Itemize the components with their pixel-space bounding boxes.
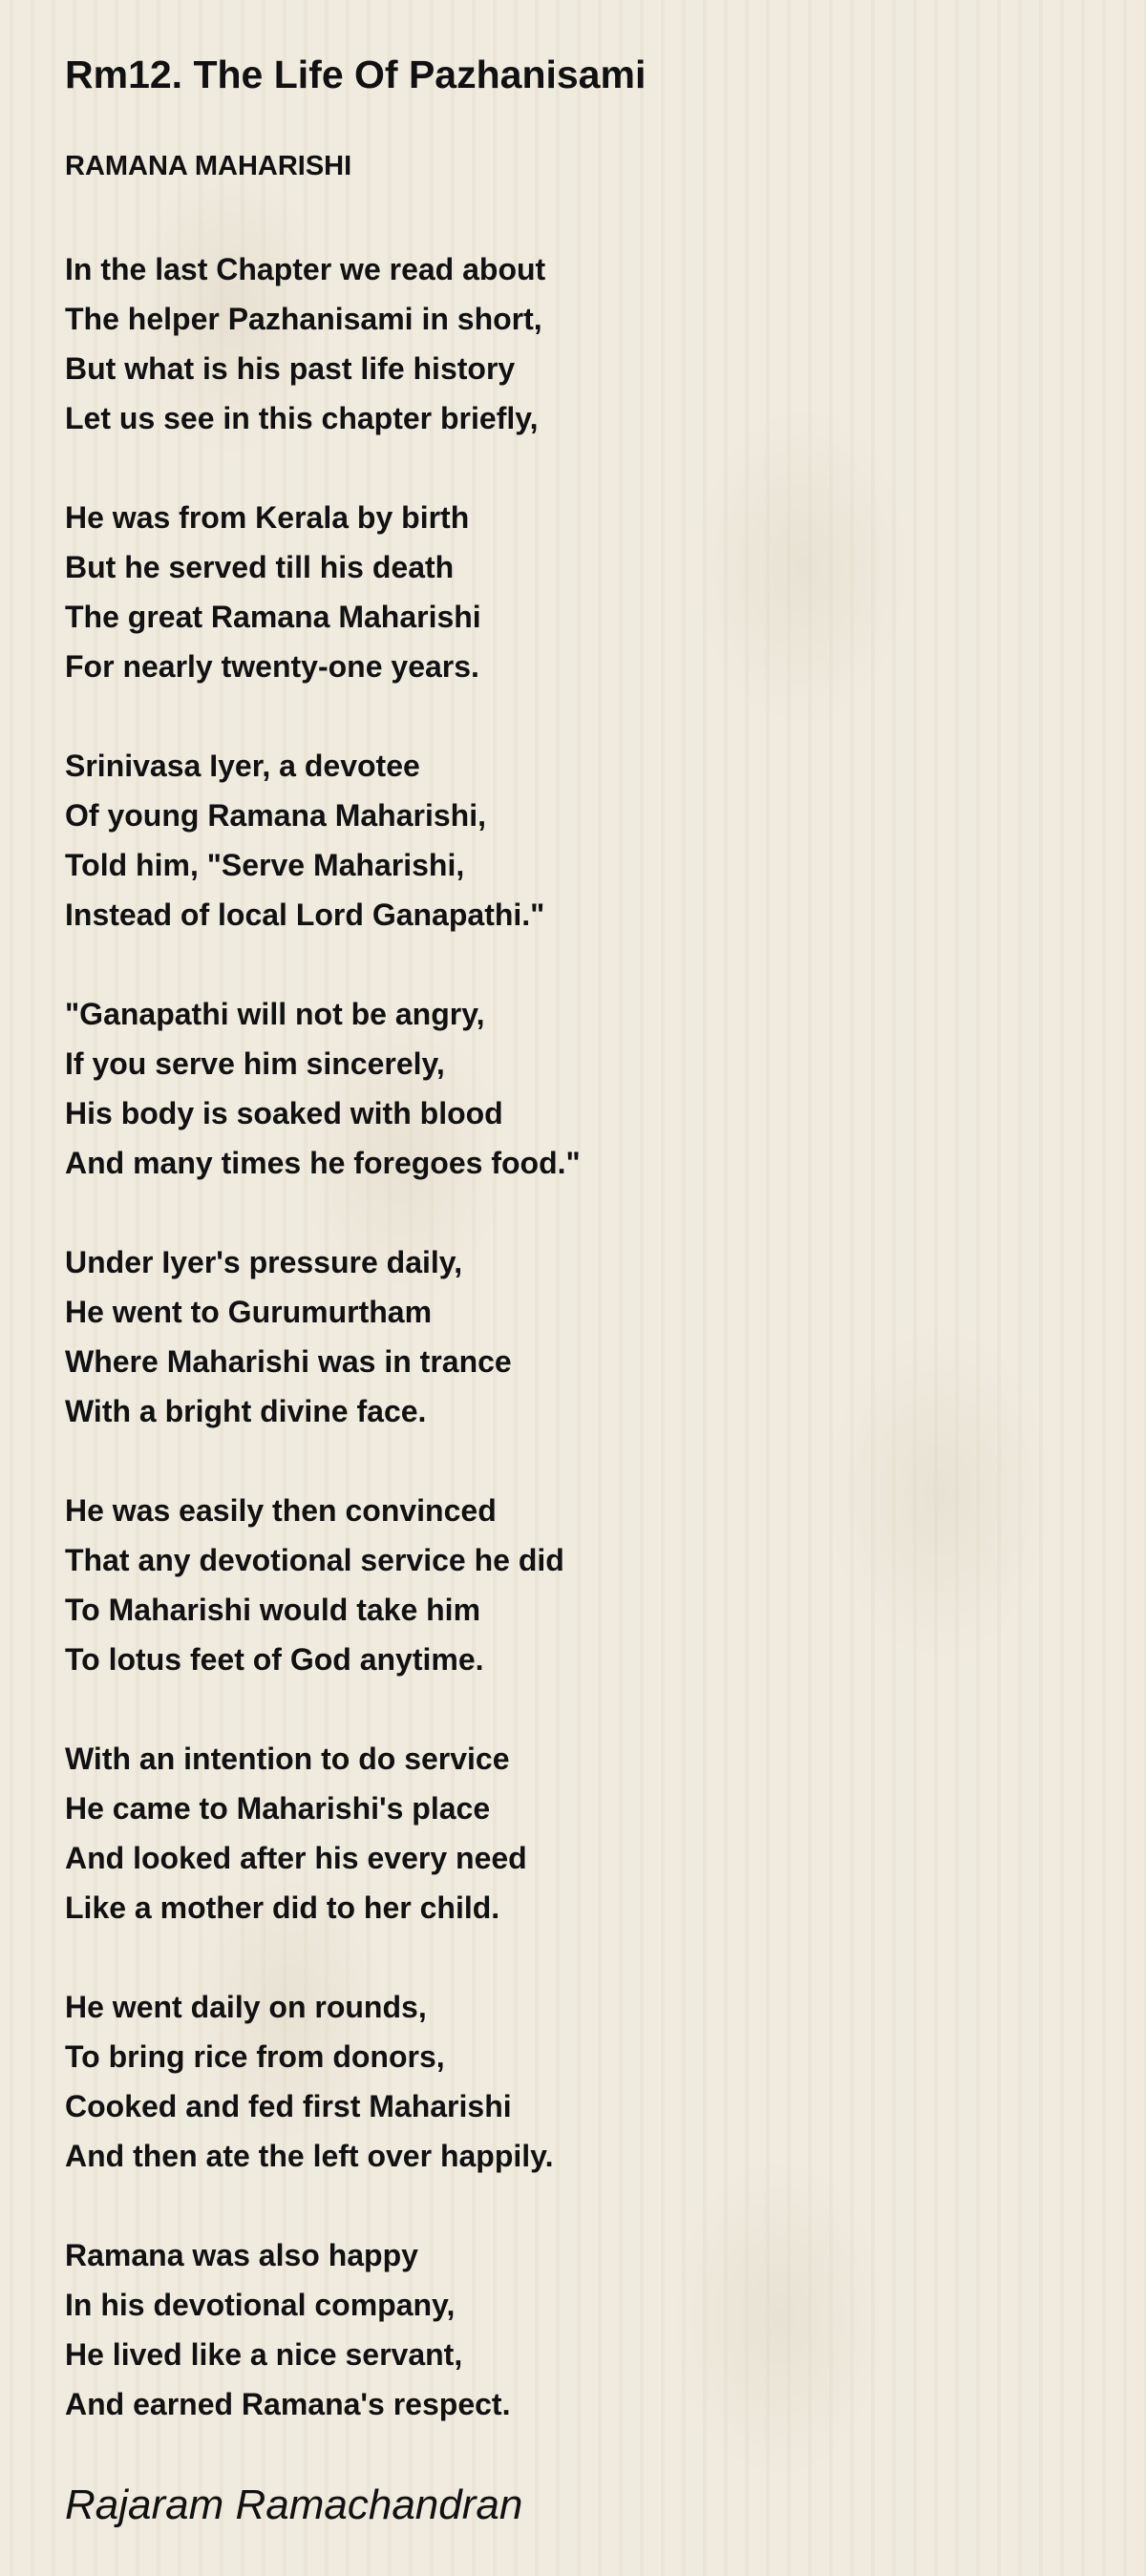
poem-line: Instead of local Lord Ganapathi." — [65, 897, 545, 932]
stanza — [65, 493, 581, 741]
poem-line: Told him, "Serve Maharishi, — [65, 848, 465, 882]
stanza — [65, 1486, 581, 1734]
poem-line: And looked after his every need — [65, 1841, 527, 1875]
poem-line: If you serve him sincerely, — [65, 1046, 445, 1081]
poem-line: The great Ramana Maharishi — [65, 600, 481, 634]
poem-line: And then ate the left over happily. — [65, 2139, 554, 2173]
stanza — [65, 1982, 581, 2230]
stanza — [65, 741, 581, 989]
stanza — [65, 1734, 581, 1982]
poem-line: He was from Kerala by birth — [65, 500, 470, 535]
stanza — [65, 244, 581, 493]
poem-line: He came to Maharishi's place — [65, 1791, 491, 1826]
poem-line: To lotus feet of God anytime. — [65, 1642, 484, 1677]
poem-line: Srinivasa Iyer, a devotee — [65, 749, 420, 783]
poem-line: To bring rice from donors, — [65, 2039, 445, 2074]
poem-line: For nearly twenty-one years. — [65, 649, 479, 684]
poem-line: But he served till his death — [65, 550, 455, 584]
poem-line: He went daily on rounds, — [65, 1990, 427, 2024]
poem-line: In his devotional company, — [65, 2288, 456, 2322]
poem-subject-header: RAMANA MAHARISHI — [65, 151, 352, 181]
poem-line: Cooked and fed first Maharishi — [65, 2089, 512, 2123]
poem-line: Under Iyer's pressure daily, — [65, 1245, 463, 1279]
poem-line: Ramana was also happy — [65, 2238, 418, 2272]
stanza — [65, 989, 581, 1237]
poem-line: And earned Ramana's respect. — [65, 2387, 511, 2421]
author-signature: Rajaram Ramachandran — [65, 2481, 523, 2528]
poem-line: Of young Ramana Maharishi, — [65, 798, 486, 833]
poem-line: With a bright divine face. — [65, 1394, 427, 1428]
poem-line: In the last Chapter we read about — [65, 252, 546, 286]
poem-body — [65, 244, 581, 2479]
poem-line: "Ganapathi will not be angry, — [65, 997, 485, 1031]
poem-line: To Maharishi would take him — [65, 1593, 481, 1627]
poem-line: He was easily then convinced — [65, 1493, 497, 1528]
poem-line: And many times he foregoes food." — [65, 1146, 581, 1180]
poem-line: His body is soaked with blood — [65, 1096, 503, 1130]
stanza — [65, 2230, 581, 2479]
poem-line: With an intention to do service — [65, 1742, 510, 1776]
poem-line: Like a mother did to her child. — [65, 1890, 500, 1925]
poem-line: The helper Pazhanisami in short, — [65, 302, 542, 336]
poem-line: He went to Gurumurtham — [65, 1295, 433, 1329]
poem-line: But what is his past life history — [65, 351, 516, 386]
poem-line: Where Maharishi was in trance — [65, 1344, 512, 1379]
poem-line: He lived like a nice servant, — [65, 2337, 463, 2372]
stanza — [65, 1237, 581, 1486]
poem-line: That any devotional service he did — [65, 1543, 564, 1577]
poem-title: Rm12. The Life Of Pazhanisami — [65, 53, 647, 96]
poem-line: Let us see in this chapter briefly, — [65, 401, 539, 435]
